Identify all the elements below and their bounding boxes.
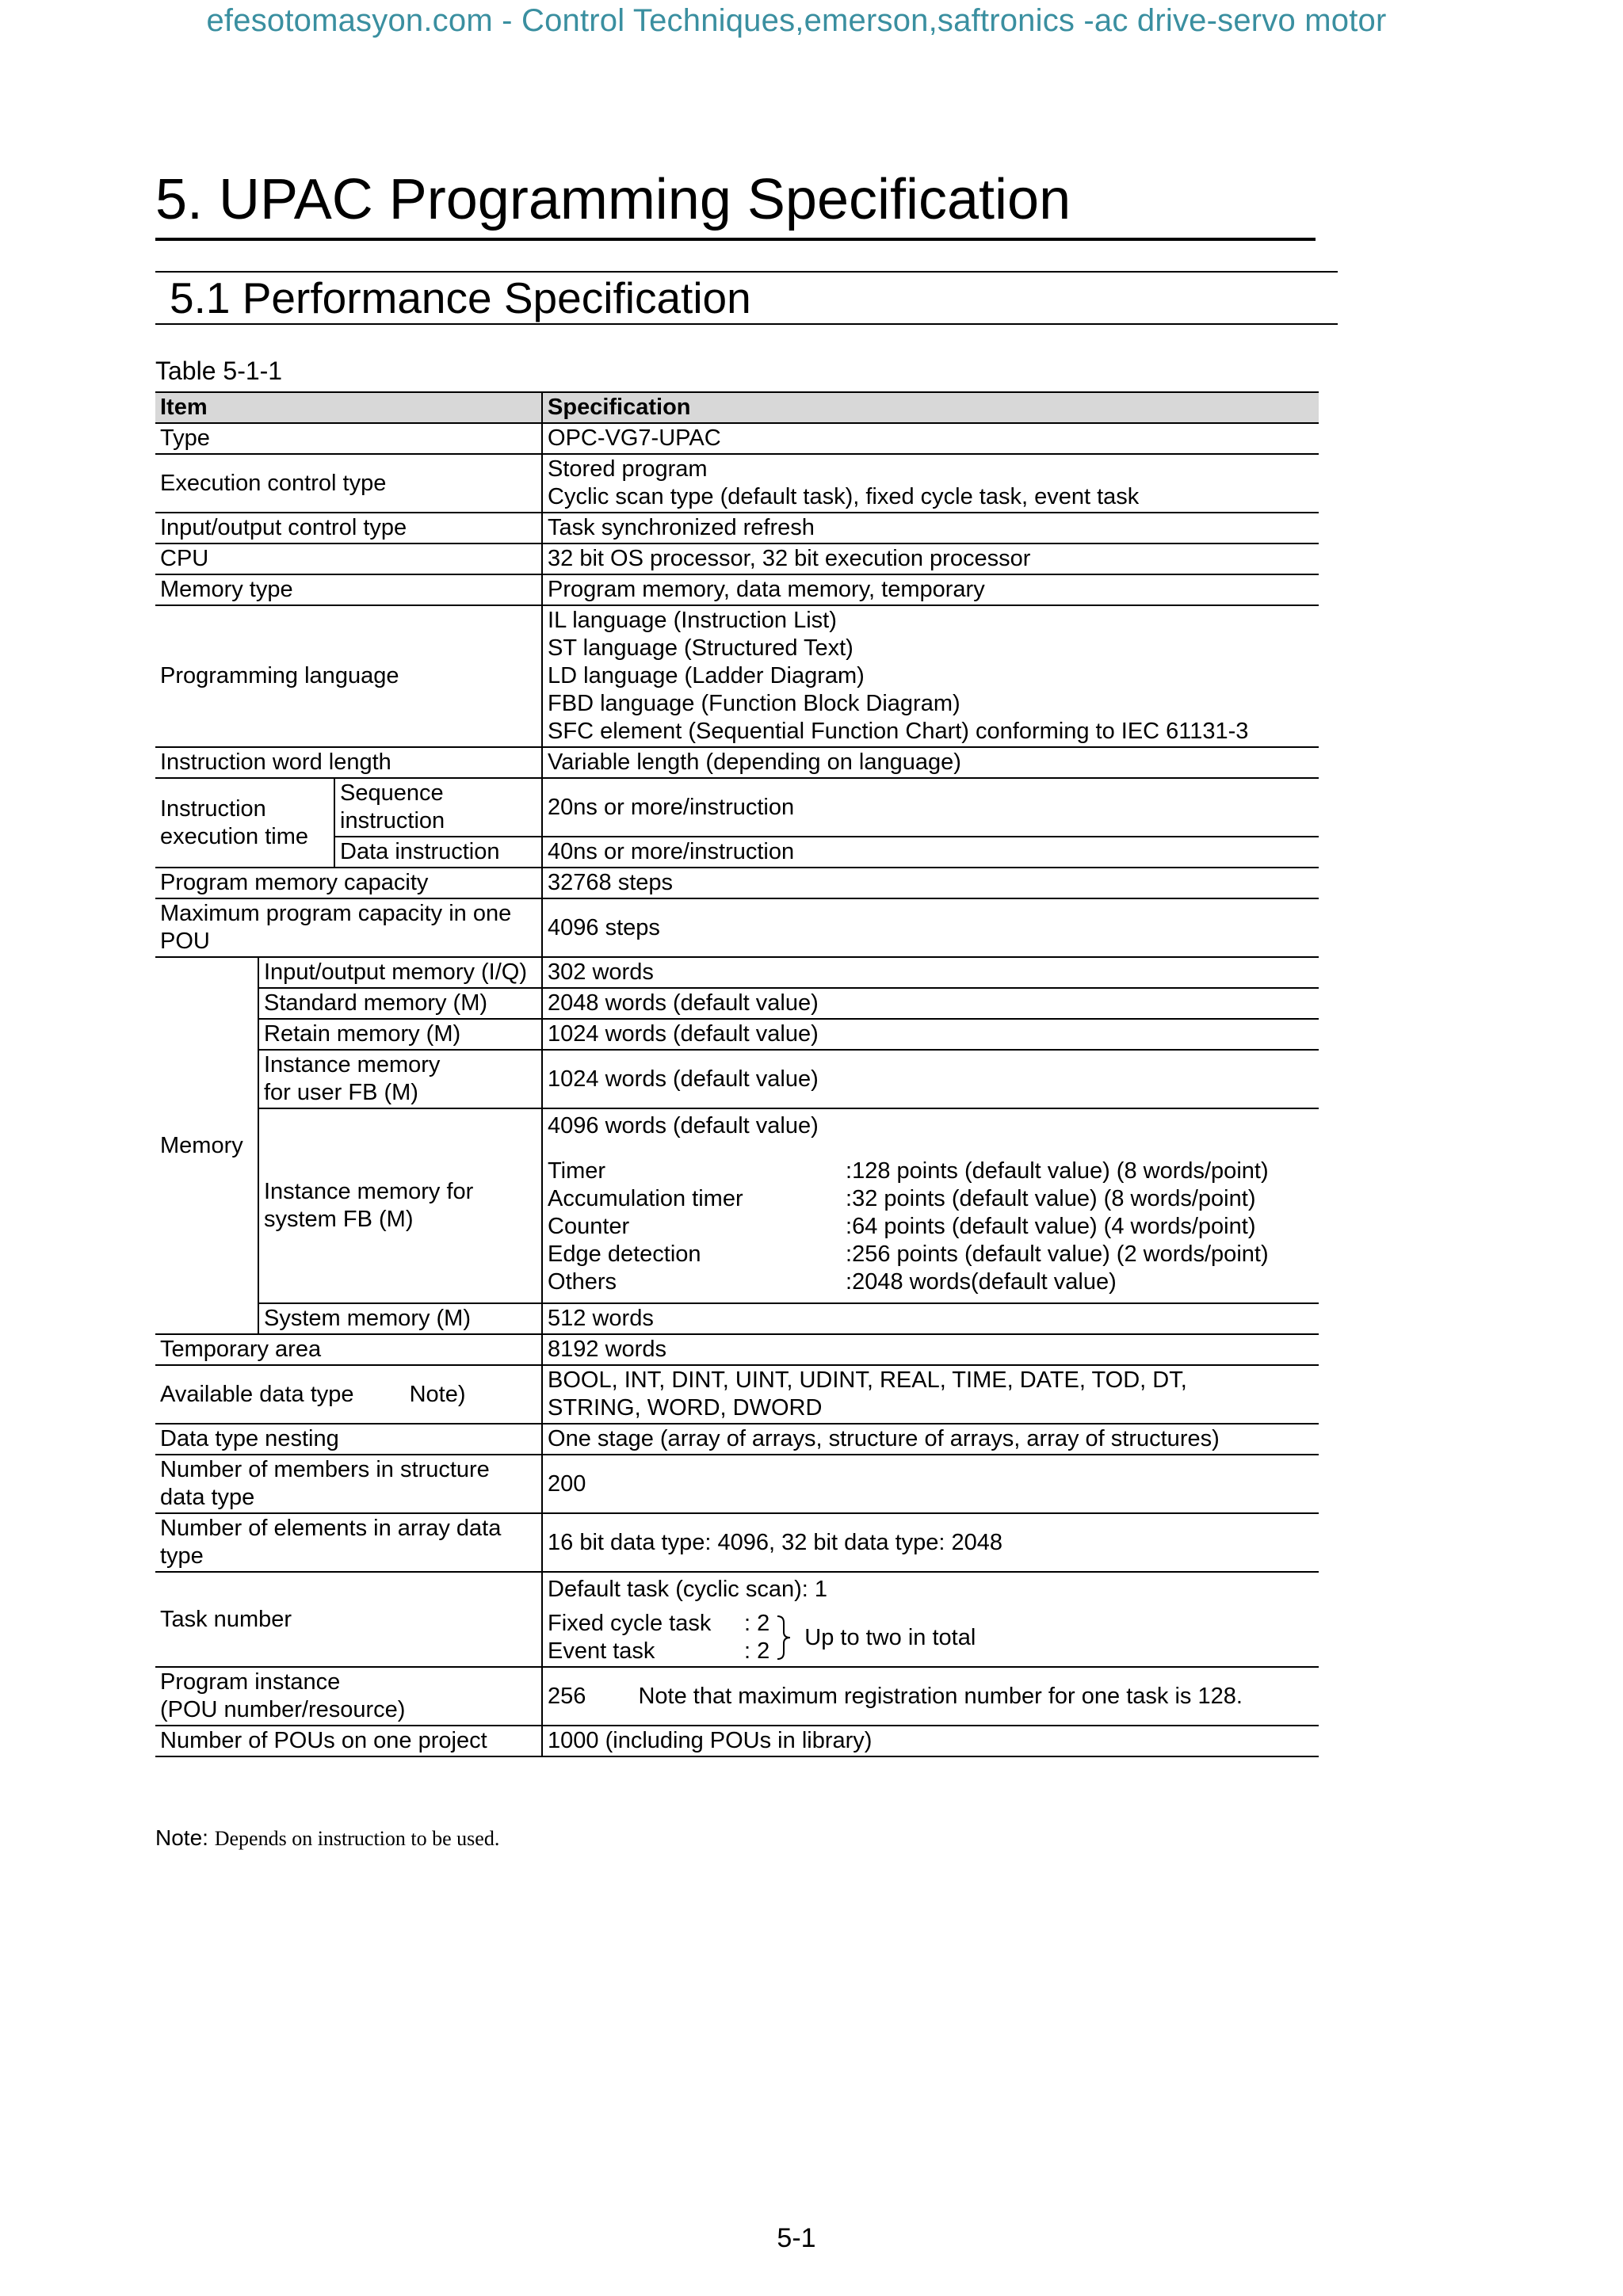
item-cell: CPU [155, 543, 542, 574]
spec-cell: OPC-VG7-UPAC [542, 423, 1319, 454]
spec-cell: 1000 (including POUs in library) [542, 1726, 1319, 1756]
sub-item-cell: Standard memory (M) [258, 988, 542, 1019]
spec-line: IL language (Instruction List) [548, 608, 837, 633]
table-row [155, 1303, 1319, 1334]
table-row [155, 1667, 1319, 1726]
sys-fb-key: Edge detection [548, 1241, 701, 1267]
task-group [548, 1610, 1314, 1665]
spec-cell: 1024 words (default value) [542, 1050, 1319, 1108]
spec-cell: Program memory, data memory, temporary [542, 574, 1319, 605]
section-title: 5.1 Performance Specification [155, 271, 1338, 325]
sub-item-line: for user FB (M) [264, 1080, 418, 1105]
sub-item-cell: Data instruction [334, 837, 542, 868]
spec-cell: One stage (array of arrays, structure of arrays, array of structures) [542, 1424, 1319, 1455]
spec-cell: 20ns or more/instruction [542, 778, 1319, 837]
sys-fb-value: :64 points (default value) (4 words/point) [846, 1214, 1256, 1239]
sys-fb-key: Timer [548, 1158, 606, 1184]
table-row [155, 423, 1319, 454]
table-row [155, 1019, 1319, 1050]
sub-item-cell [258, 1050, 542, 1108]
table-header-row [155, 392, 1319, 423]
spec-cell: 512 words [542, 1303, 1319, 1334]
spec-cell: Variable length (depending on language) [542, 747, 1319, 778]
task-value: : 2 [744, 1611, 770, 1636]
table-row [155, 988, 1319, 1019]
sub-item-cell: Retain memory (M) [258, 1019, 542, 1050]
header-spec: Specification [542, 392, 1319, 423]
item-cell: Memory [155, 957, 258, 1334]
spec-cell: 1024 words (default value) [542, 1019, 1319, 1050]
note-ref: Note) [409, 1381, 466, 1407]
spec-cell [542, 1667, 1319, 1726]
table-row [155, 1455, 1319, 1513]
spec-cell: 8192 words [542, 1334, 1319, 1365]
table-row [155, 1050, 1319, 1108]
spec-cell: 16 bit data type: 4096, 32 bit data type: 2048 [542, 1513, 1319, 1572]
item-cell: Data type nesting [155, 1424, 542, 1455]
header-banner: efesotomasyon.com - Control Techniques,emerson,saftronics -ac drive-servo motor [206, 3, 1387, 38]
item-line: Program instance [160, 1669, 341, 1695]
item-cell: Task number [155, 1572, 542, 1667]
sys-fb-value: :2048 words(default value) [846, 1269, 1117, 1295]
sys-fb-row [548, 1268, 1314, 1296]
sys-fb-row [548, 1213, 1314, 1241]
table-row [155, 1334, 1319, 1365]
item-cell: Instruction word length [155, 747, 542, 778]
sub-item-cell: Sequence instruction [334, 778, 542, 837]
table-row [155, 1424, 1319, 1455]
item-cell: Maximum program capacity in one POU [155, 898, 542, 957]
sys-fb-row [548, 1158, 1314, 1185]
spec-line: Stored program [548, 456, 708, 482]
item-cell: Instruction execution time [155, 778, 334, 868]
spec-line: ST language (Structured Text) [548, 635, 854, 661]
spec-number: 256 [548, 1683, 586, 1709]
table-row [155, 957, 1319, 988]
table-row [155, 1108, 1319, 1303]
item-cell: Program memory capacity [155, 868, 542, 898]
spec-line: Cyclic scan type (default task), fixed cycle task, event task [548, 484, 1140, 509]
spec-cell: Task synchronized refresh [542, 513, 1319, 543]
item-cell: Memory type [155, 574, 542, 605]
table-row [155, 868, 1319, 898]
task-row [548, 1638, 769, 1665]
spec-line: Default task (cyclic scan): 1 [548, 1577, 827, 1602]
task-label: Fixed cycle task [548, 1611, 712, 1636]
sys-fb-key: Counter [548, 1214, 630, 1239]
task-value: : 2 [744, 1638, 770, 1664]
spec-line: 4096 words (default value) [548, 1113, 819, 1138]
task-row [548, 1610, 769, 1638]
item-cell: Temporary area [155, 1334, 542, 1365]
sys-fb-value: :128 points (default value) (8 words/point) [846, 1158, 1269, 1184]
sys-fb-row [548, 1185, 1314, 1213]
table-row [155, 898, 1319, 957]
sub-item-line: Instance memory [264, 1052, 441, 1077]
table-row [155, 513, 1319, 543]
footnote-label: Note: [155, 1825, 208, 1850]
spec-cell: 2048 words (default value) [542, 988, 1319, 1019]
spec-line: STRING, WORD, DWORD [548, 1395, 823, 1421]
spec-cell: 302 words [542, 957, 1319, 988]
spec-note: Note that maximum registration number for one task is 128. [638, 1683, 1243, 1709]
spec-line: SFC element (Sequential Function Chart) conforming to IEC 61131-3 [548, 719, 1249, 744]
table-row [155, 1572, 1319, 1667]
footnote [155, 1825, 499, 1851]
header-item: Item [155, 392, 542, 423]
sub-item-line: system FB (M) [264, 1207, 414, 1232]
spec-line: LD language (Ladder Diagram) [548, 663, 865, 688]
sub-item-cell: System memory (M) [258, 1303, 542, 1334]
sys-fb-value: :256 points (default value) (2 words/point) [846, 1241, 1269, 1267]
item-cell: Number of POUs on one project [155, 1726, 542, 1756]
table-row [155, 574, 1319, 605]
spec-line: FBD language (Function Block Diagram) [548, 691, 960, 716]
spec-cell [542, 1365, 1319, 1424]
item-cell: Type [155, 423, 542, 454]
table-row [155, 543, 1319, 574]
spec-cell [542, 454, 1319, 513]
table-row [155, 1726, 1319, 1756]
table-row [155, 1365, 1319, 1424]
table-row [155, 454, 1319, 513]
table-row [155, 605, 1319, 747]
table-row [155, 747, 1319, 778]
item-cell: Number of members in structure data type [155, 1455, 542, 1513]
spec-cell: 40ns or more/instruction [542, 837, 1319, 868]
table-row [155, 778, 1319, 837]
spec-cell: 32 bit OS processor, 32 bit execution processor [542, 543, 1319, 574]
item-cell: Programming language [155, 605, 542, 747]
curly-brace-icon [776, 1615, 793, 1661]
spec-cell [542, 1108, 1319, 1303]
task-total: Up to two in total [804, 1624, 976, 1650]
spec-cell [542, 1572, 1319, 1667]
sys-fb-row [548, 1241, 1314, 1268]
spec-cell [542, 605, 1319, 747]
sub-item-line: Instance memory for [264, 1179, 474, 1204]
item-cell [155, 1667, 542, 1726]
task-list [548, 1610, 769, 1665]
sys-fb-value: :32 points (default value) (8 words/point) [846, 1186, 1256, 1211]
sys-fb-key: Accumulation timer [548, 1186, 743, 1211]
spec-cell: 32768 steps [542, 868, 1319, 898]
spec-line: BOOL, INT, DINT, UINT, UDINT, REAL, TIME, DATE, TOD, DT, [548, 1367, 1187, 1393]
spec-table [155, 391, 1319, 1757]
spec-cell: 200 [542, 1455, 1319, 1513]
table-caption: Table 5-1-1 [155, 357, 283, 385]
task-label: Event task [548, 1638, 655, 1664]
sub-item-cell [258, 1108, 542, 1303]
item-cell [155, 1365, 542, 1424]
sys-fb-key: Others [548, 1269, 617, 1295]
page-number: 5-1 [777, 2223, 816, 2253]
sub-item-cell: Input/output memory (I/Q) [258, 957, 542, 988]
item-cell: Number of elements in array data type [155, 1513, 542, 1572]
item-cell: Input/output control type [155, 513, 542, 543]
item-cell: Execution control type [155, 454, 542, 513]
item-label: Available data type [160, 1381, 354, 1407]
item-line: (POU number/resource) [160, 1697, 406, 1722]
spec-cell: 4096 steps [542, 898, 1319, 957]
chapter-title: 5. UPAC Programming Specification [155, 168, 1316, 241]
footnote-text: Depends on instruction to be used. [214, 1827, 500, 1850]
table-row [155, 1513, 1319, 1572]
